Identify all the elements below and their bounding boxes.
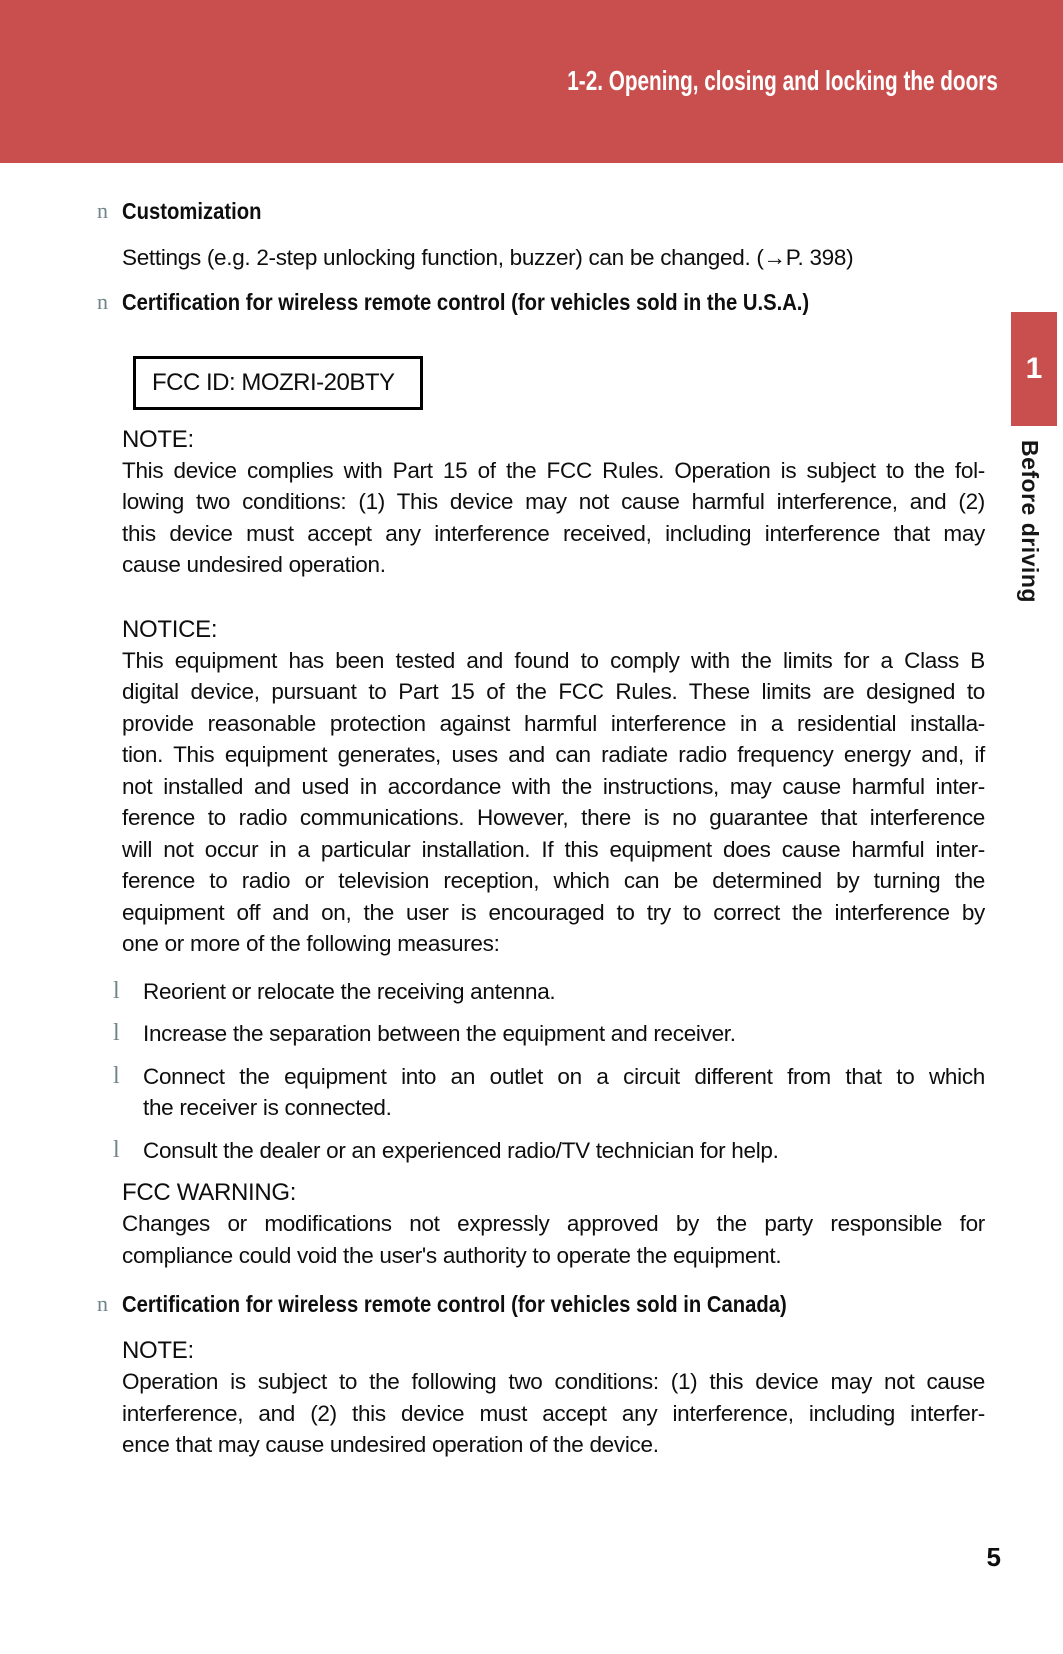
main-content	[97, 197, 985, 1461]
page-number: 5	[986, 1542, 1001, 1572]
section-cert-canada-heading	[97, 1290, 985, 1318]
header-band	[0, 0, 1063, 163]
square-bullet-icon: n	[97, 288, 108, 314]
heading-cert-usa: Certification for wireless remote control (for vehicles sold in the U.S.A.)	[122, 288, 810, 315]
text-line: Connect the equipment into an outlet on a circuit different from that to which	[143, 1063, 985, 1089]
text-line: This equipment has been tested and found to comply with the limits for a Class B	[122, 647, 985, 673]
note-paragraph-canada	[122, 1366, 985, 1461]
list-item	[113, 1018, 985, 1050]
chapter-tab	[1011, 312, 1057, 426]
customization-body: Settings (e.g. 2-step unlocking function, buzzer) can be changed. (→P. 398)	[122, 245, 854, 270]
text-line: Consult the dealer or an experienced radio/TV technician for help.	[143, 1137, 779, 1163]
text-line: compliance could void the user's authority to operate the equipment.	[122, 1242, 782, 1268]
note-paragraph-usa	[122, 455, 985, 581]
text-line: one or more of the following measures:	[122, 931, 500, 956]
dot-bullet-icon: l	[113, 977, 120, 1004]
heading-customization: Customization	[122, 198, 262, 224]
section-customization-heading	[97, 197, 985, 225]
text-line: cause undesired operation.	[122, 552, 386, 577]
text-line: not installed and used in accordance with the instructions, may cause harmful inter-	[122, 773, 985, 799]
text-line: the receiver is connected.	[143, 1095, 392, 1120]
fcc-warning-paragraph	[122, 1208, 985, 1271]
dot-bullet-icon: l	[113, 1136, 120, 1163]
text-line: digital device, pursuant to Part 15 of the FCC Rules. These limits are designed to	[122, 679, 985, 704]
dot-bullet-icon: l	[113, 1020, 120, 1046]
chapter-tab-number: 1	[1025, 352, 1043, 385]
list-item-text	[143, 1135, 985, 1167]
text-line: ference to radio or television reception, which can be determined by turning the	[122, 868, 985, 893]
text-line: will not occur in a particular installation. If this equipment does cause harmful inter-	[122, 836, 985, 862]
text-line: ence that may cause undesired operation of the device.	[122, 1432, 659, 1457]
fcc-warning-label: FCC WARNING:	[122, 1179, 297, 1206]
fcc-id-box: FCC ID: MOZRI-20BTY	[133, 356, 423, 410]
square-bullet-icon: n	[97, 1291, 108, 1316]
text-line: Changes or modifications not expressly approved by the party responsible for	[122, 1211, 985, 1236]
text-line: Reorient or relocate the receiving antenna.	[143, 978, 556, 1004]
text-line: interference, and (2) this device must accept any interference, including interfer-	[122, 1400, 985, 1426]
dot-bullet-icon: l	[113, 1062, 120, 1089]
text-line: Operation is subject to the following two conditions: (1) this device may not cause	[122, 1369, 985, 1394]
text-line: this device must accept any interference received, including interference that may	[122, 520, 985, 546]
text-line: Increase the separation between the equipment and receiver.	[143, 1021, 736, 1046]
note-label-usa: NOTE:	[122, 425, 194, 453]
list-item-text	[143, 1061, 985, 1124]
section-cert-usa-heading	[97, 288, 985, 316]
page-title: 1-2. Opening, closing and locking the doors	[567, 65, 998, 96]
text-line: lowing two conditions: (1) This device may not cause harmful interference, and (2)	[122, 489, 985, 514]
text-line: This device complies with Part 15 of the FCC Rules. Operation is subject to the fol-	[122, 457, 985, 483]
list-item	[113, 1135, 985, 1167]
list-item	[113, 976, 985, 1008]
text-line: equipment off and on, the user is encouraged to try to correct the interference by	[122, 899, 985, 925]
list-item-text	[143, 1018, 985, 1050]
note-label-canada: NOTE:	[122, 1337, 194, 1364]
heading-cert-canada: Certification for wireless remote control (for vehicles sold in Canada)	[122, 1291, 787, 1317]
notice-paragraph	[122, 645, 985, 960]
text-line: tion. This equipment generates, uses and can radiate radio frequency energy and, if	[122, 742, 985, 767]
square-bullet-icon: n	[97, 198, 108, 223]
list-item-text	[143, 976, 985, 1008]
measures-list	[113, 976, 985, 1167]
notice-label: NOTICE:	[122, 615, 218, 643]
list-item	[113, 1061, 985, 1124]
text-line: ference to radio communications. However, there is no guarantee that interference	[122, 805, 985, 830]
text-line: provide reasonable protection against harmful interference in a residential installa-	[122, 710, 985, 736]
chapter-tab-label: Before driving	[1017, 440, 1043, 603]
